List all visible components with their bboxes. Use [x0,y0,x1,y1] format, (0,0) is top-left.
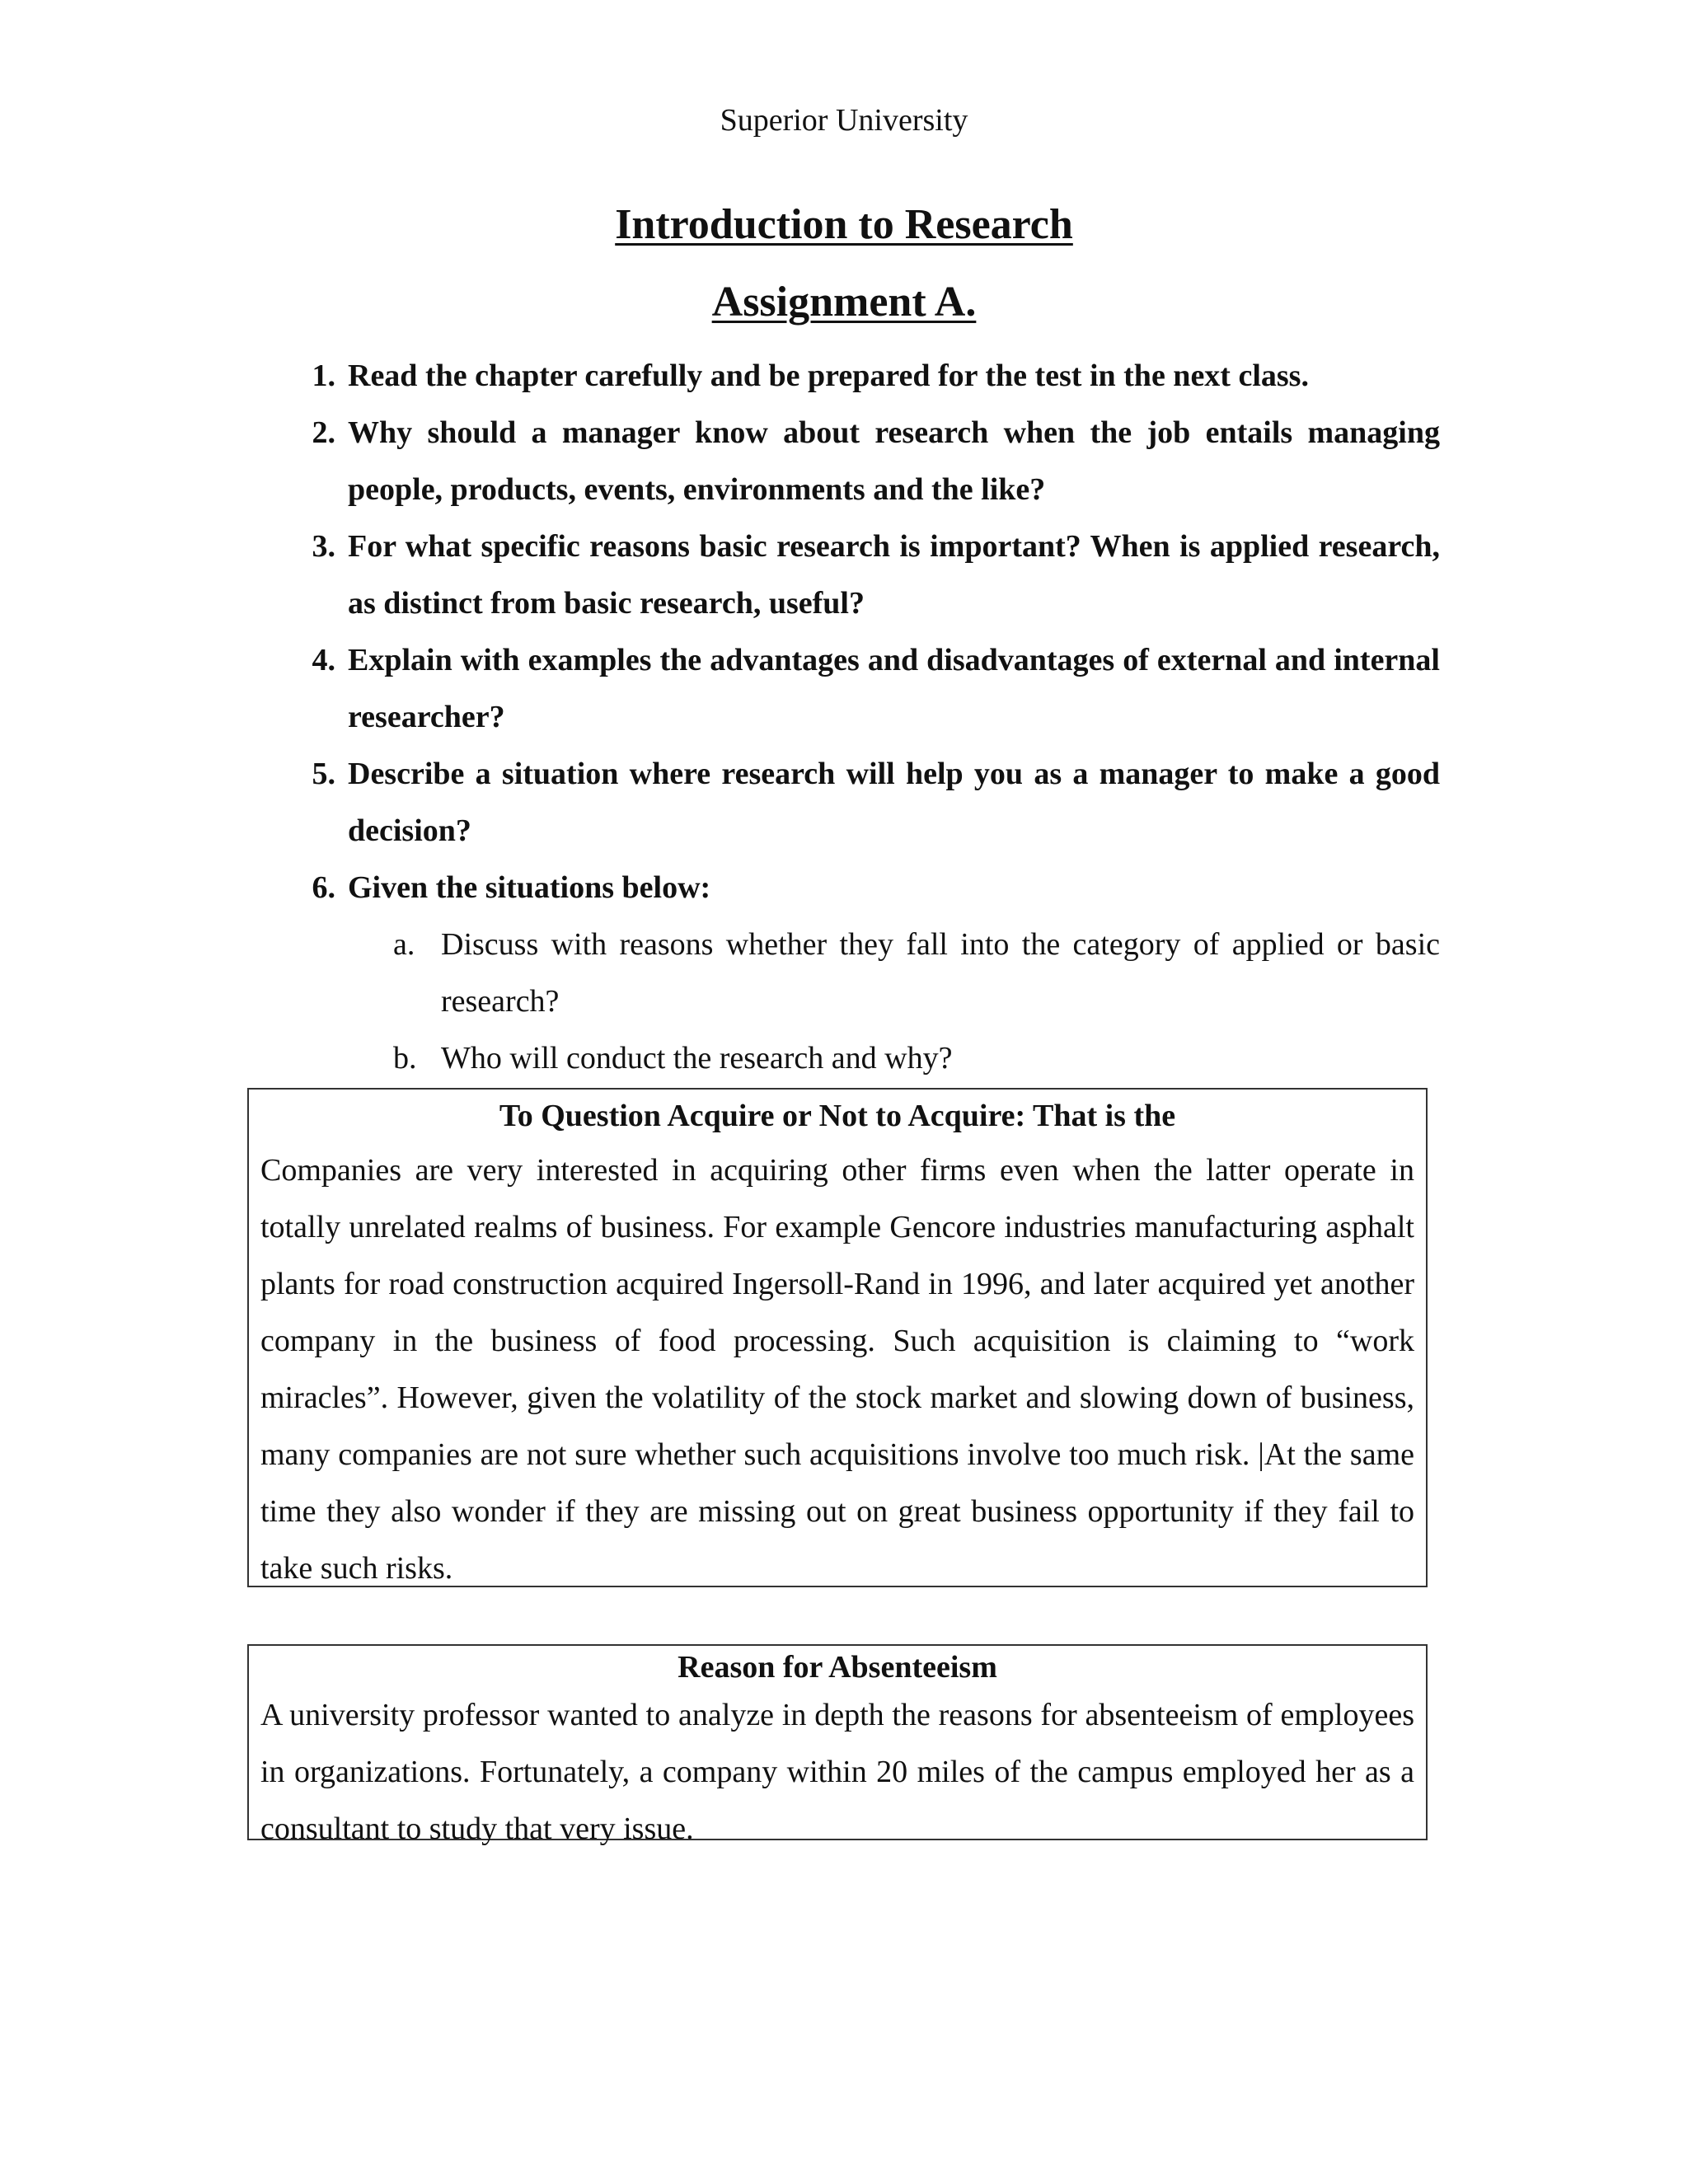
case-text: A university professor wanted to analyze in depth the reasons for absenteeism of employees in organizations. Fortunately, a company within 20 miles of the campus employed her as a consultant to study that very issue. [260,1698,1414,1846]
question-item [294,518,1440,632]
question-item [294,746,1440,860]
subquestion-text: Who will conduct the research and why? [441,1041,953,1076]
question-text: Why should a manager know about research when the job entails managing people, products, events, environments and the like? [348,415,1440,507]
subquestion-letter: a. [393,927,415,962]
subquestion-container [294,916,1440,1087]
assignment-title: Assignment A. [711,279,977,326]
question-text: Explain with examples the advantages and disadvantages of external and internal researcher? [348,643,1440,734]
subquestion-letter: b. [393,1041,417,1076]
case-title: To Question Acquire or Not to Acquire: That is the [499,1099,1176,1133]
question-item [294,348,1440,405]
subquestion-item [393,916,1440,1030]
question-item [294,860,1440,916]
question-number: 3. [312,529,335,564]
question-number: 6. [312,870,335,905]
question-item [294,405,1440,518]
subquestion-text: Discuss with reasons whether they fall into the category of applied or basic research? [441,927,1440,1019]
course-title: Introduction to Research [615,201,1073,248]
case-title: Reason for Absenteeism [678,1650,997,1685]
question-list [294,348,1440,1087]
question-text: Given the situations below: [348,870,711,905]
case-box-absenteeism [247,1644,1428,1846]
question-number: 4. [312,643,335,677]
question-text: Describe a situation where research will help you as a manager to make a good decision? [348,757,1440,848]
question-text: Read the chapter carefully and be prepared for the test in the next class. [348,359,1309,393]
question-number: 5. [312,757,335,791]
subquestion-list [393,916,1440,1087]
case-box-acquisition [247,1088,1428,1587]
case-text: Companies are very interested in acquiring other firms even when the latter operate in totally unrelated realms of business. For example Gencore industries manufacturing asphalt plants for road construction acquired Ingersoll-Rand in 1996, and later acquired yet another company in the business of food processing. Such acquisition is claiming to “work miracles”. However, given the volatility of the stock market and slowing down of business, many companies are not sure whether such acquisitions involve too much risk. |At the same time they also wonder if they are missing out on great business opportunity if they fail to take such risks. [260,1153,1414,1586]
question-number: 2. [312,415,335,450]
question-text: For what specific reasons basic research is important? When is applied research, as distinct from basic research, useful? [348,529,1440,621]
institution-name: Superior University [720,103,968,138]
question-item [294,632,1440,746]
question-number: 1. [312,359,335,393]
subquestion-item [393,1030,1440,1087]
